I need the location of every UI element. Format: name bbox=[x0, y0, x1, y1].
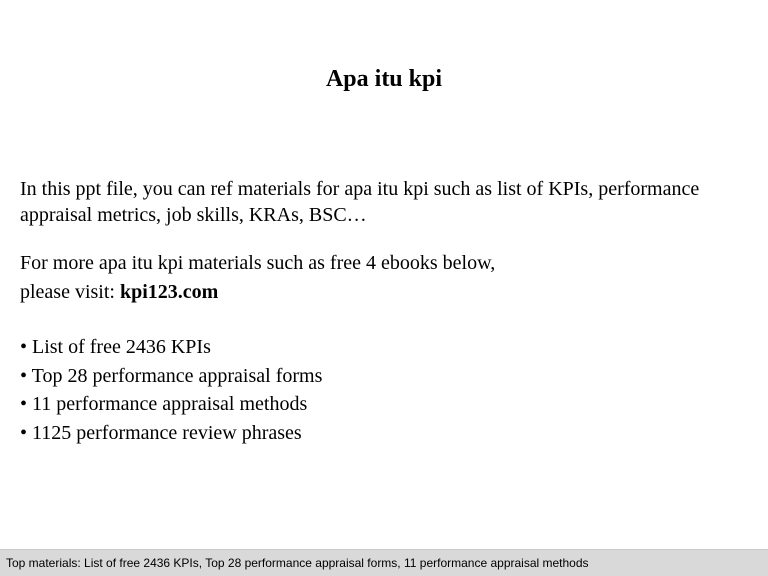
bullet-item: • List of free 2436 KPIs bbox=[20, 336, 211, 358]
visit-block bbox=[20, 249, 760, 307]
more-materials-line: For more apa itu kpi materials such as free 4 ebooks below, bbox=[20, 252, 496, 274]
bullet-item: • 1125 performance review phrases bbox=[20, 421, 302, 444]
intro-paragraph bbox=[20, 176, 760, 228]
footer-bar: Top materials: List of free 2436 KPIs, Top 28 performance appraisal forms, 11 performance appraisal methods bbox=[0, 549, 768, 576]
bullet-list bbox=[20, 333, 322, 447]
slide-title: Apa itu kpi bbox=[325, 66, 443, 92]
intro-text: In this ppt file, you can ref materials for apa itu kpi such as list of KPIs, performance appraisal metrics, job skills, KRAs, BSC… bbox=[20, 178, 700, 226]
bullet-item: • 11 performance appraisal methods bbox=[20, 393, 308, 415]
visit-line bbox=[20, 278, 760, 307]
visit-prefix: please visit: bbox=[20, 281, 120, 303]
visit-link[interactable]: kpi123.com bbox=[119, 281, 219, 303]
bullet-item: • Top 28 performance appraisal forms bbox=[20, 364, 323, 387]
